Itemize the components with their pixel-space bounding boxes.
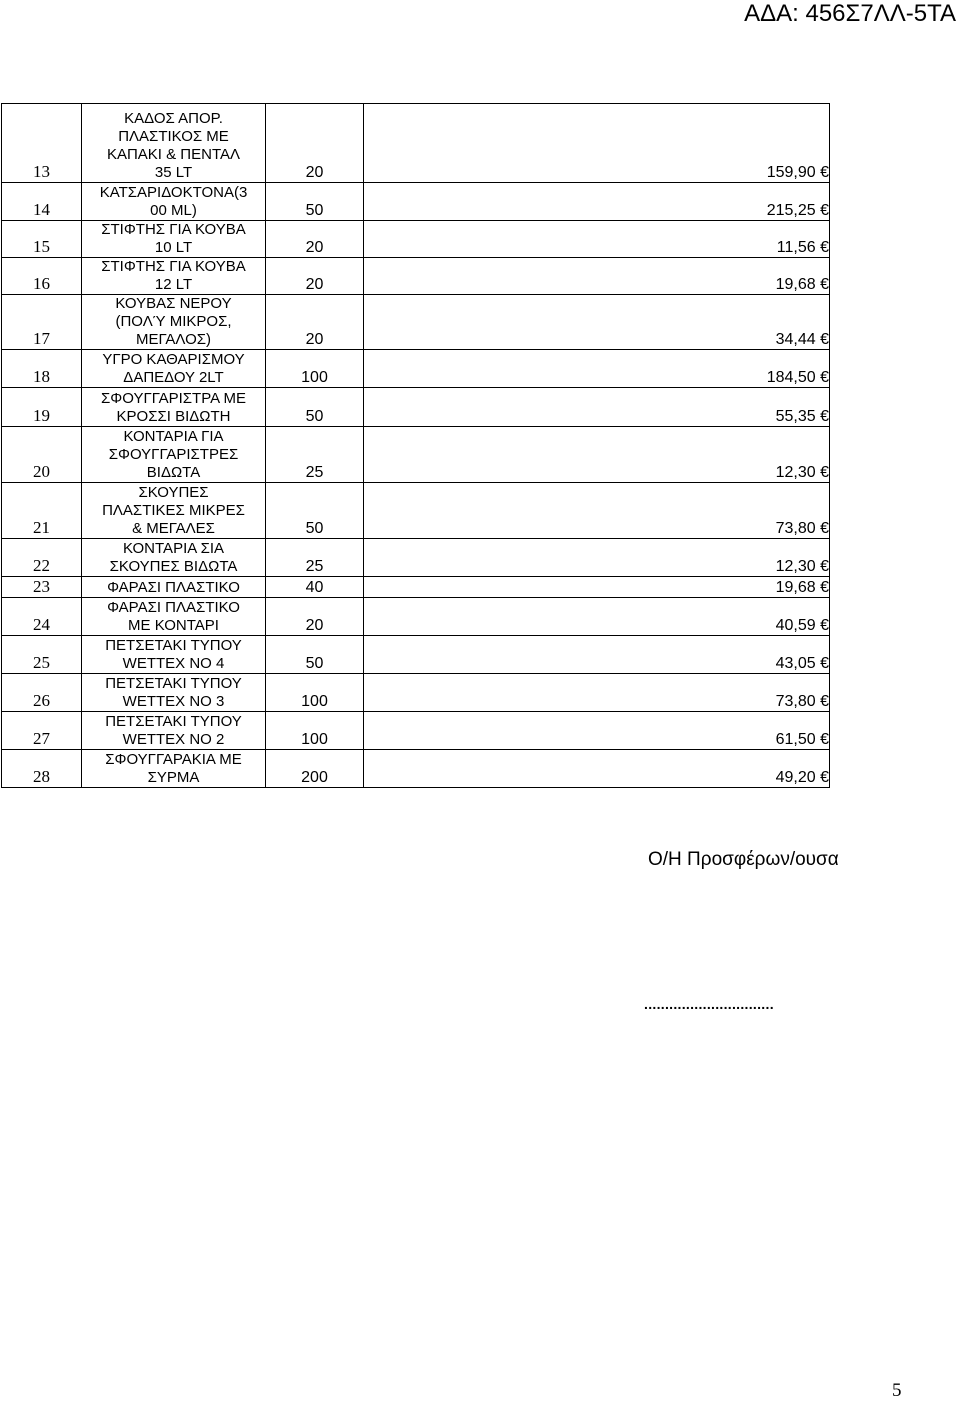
table-row: [2, 104, 830, 183]
table-row: [2, 539, 830, 577]
table-row: [2, 598, 830, 636]
table-row: [2, 483, 830, 539]
item-number: 24: [2, 598, 82, 636]
item-number: 28: [2, 750, 82, 788]
table-row: [2, 674, 830, 712]
item-price: 55,35 €: [364, 388, 830, 427]
item-quantity: 20: [266, 598, 364, 636]
item-price: 40,59 €: [364, 598, 830, 636]
item-description: ΣΚΟΥΠΕΣ ΠΛΑΣΤΙΚΕΣ ΜΙΚΡΕΣ & ΜΕΓΑΛΕΣ: [82, 483, 266, 539]
item-description: ΣΦΟΥΓΓΑΡΙΣΤΡΑ ΜΕ ΚΡΟΣΣΙ ΒΙΔΩΤΗ: [82, 388, 266, 427]
item-description: ΠΕΤΣΕΤΑΚΙ ΤΥΠΟΥ WETTEX NO 4: [82, 636, 266, 674]
item-quantity: 100: [266, 674, 364, 712]
item-number: 25: [2, 636, 82, 674]
item-number: 27: [2, 712, 82, 750]
table-row: [2, 183, 830, 221]
item-quantity: 50: [266, 183, 364, 221]
item-quantity: 40: [266, 577, 364, 598]
table-row: [2, 750, 830, 788]
item-quantity: 50: [266, 636, 364, 674]
item-number: 26: [2, 674, 82, 712]
item-number: 18: [2, 350, 82, 388]
table-row: [2, 577, 830, 598]
item-quantity: 20: [266, 104, 364, 183]
item-number: 23: [2, 577, 82, 598]
item-price: 184,50 €: [364, 350, 830, 388]
page-number: 5: [892, 1380, 902, 1401]
item-description: ΚΟΝΤΑΡΙΑ ΓΙΑ ΣΦΟΥΓΓΑΡΙΣΤΡΕΣ ΒΙΔΩΤΑ: [82, 427, 266, 483]
table-row: [2, 258, 830, 295]
item-description: ΦΑΡΑΣΙ ΠΛΑΣΤΙΚΟ: [82, 577, 266, 598]
table-row: [2, 712, 830, 750]
table-row: [2, 427, 830, 483]
item-price: 11,56 €: [364, 221, 830, 258]
items-table: [1, 103, 830, 788]
item-description: ΚΑΤΣΑΡΙΔΟΚΤΟΝΑ(3 00 ML): [82, 183, 266, 221]
item-quantity: 100: [266, 712, 364, 750]
table-row: [2, 388, 830, 427]
item-description: ΣΤΙΦΤΗΣ ΓΙΑ ΚΟΥΒΑ 12 LT: [82, 258, 266, 295]
item-description: ΚΑΔΟΣ ΑΠΟΡ. ΠΛΑΣΤΙΚΟΣ ΜΕ ΚΑΠΑΚΙ & ΠΕΝΤΑΛ 35 LT: [82, 104, 266, 183]
item-description: ΠΕΤΣΕΤΑΚΙ ΤΥΠΟΥ WETTEX NO 2: [82, 712, 266, 750]
items-table-body: [2, 104, 830, 788]
table-row: [2, 221, 830, 258]
item-description: ΚΟΝΤΑΡΙΑ ΣΙΑ ΣΚΟΥΠΕΣ ΒΙΔΩΤΑ: [82, 539, 266, 577]
item-quantity: 20: [266, 258, 364, 295]
item-number: 19: [2, 388, 82, 427]
item-price: 19,68 €: [364, 258, 830, 295]
item-number: 21: [2, 483, 82, 539]
item-description: ΦΑΡΑΣΙ ΠΛΑΣΤΙΚΟ ΜΕ ΚΟΝΤΑΡΙ: [82, 598, 266, 636]
item-quantity: 50: [266, 483, 364, 539]
item-price: 73,80 €: [364, 483, 830, 539]
item-price: 12,30 €: [364, 539, 830, 577]
item-quantity: 20: [266, 295, 364, 350]
item-quantity: 100: [266, 350, 364, 388]
item-price: 12,30 €: [364, 427, 830, 483]
item-number: 17: [2, 295, 82, 350]
item-number: 15: [2, 221, 82, 258]
item-quantity: 20: [266, 221, 364, 258]
item-quantity: 50: [266, 388, 364, 427]
item-quantity: 25: [266, 427, 364, 483]
item-description: ΚΟΥΒΑΣ ΝΕΡΟΥ (ΠΟΛΎ ΜΙΚΡΟΣ, ΜΕΓΑΛΟΣ): [82, 295, 266, 350]
item-price: 159,90 €: [364, 104, 830, 183]
table-row: [2, 350, 830, 388]
item-number: 20: [2, 427, 82, 483]
table-row: [2, 295, 830, 350]
item-number: 22: [2, 539, 82, 577]
item-description: ΠΕΤΣΕΤΑΚΙ ΤΥΠΟΥ WETTEX NO 3: [82, 674, 266, 712]
signature-line: ...............................: [644, 996, 774, 1012]
item-description: ΥΓΡΟ ΚΑΘΑΡΙΣΜΟΥ ΔΑΠΕΔΟΥ 2LT: [82, 350, 266, 388]
item-number: 13: [2, 104, 82, 183]
item-number: 14: [2, 183, 82, 221]
item-price: 19,68 €: [364, 577, 830, 598]
item-quantity: 25: [266, 539, 364, 577]
signer-label: Ο/Η Προσφέρων/ουσα: [648, 849, 839, 870]
item-number: 16: [2, 258, 82, 295]
item-price: 34,44 €: [364, 295, 830, 350]
item-price: 43,05 €: [364, 636, 830, 674]
ada-code: ΑΔΑ: 456Σ7ΛΛ-5ΤΑ: [744, 0, 956, 27]
item-price: 49,20 €: [364, 750, 830, 788]
item-description: ΣΤΙΦΤΗΣ ΓΙΑ ΚΟΥΒΑ 10 LT: [82, 221, 266, 258]
item-price: 61,50 €: [364, 712, 830, 750]
item-price: 215,25 €: [364, 183, 830, 221]
item-price: 73,80 €: [364, 674, 830, 712]
item-quantity: 200: [266, 750, 364, 788]
item-description: ΣΦΟΥΓΓΑΡΑΚΙΑ ΜΕ ΣΥΡΜΑ: [82, 750, 266, 788]
table-row: [2, 636, 830, 674]
